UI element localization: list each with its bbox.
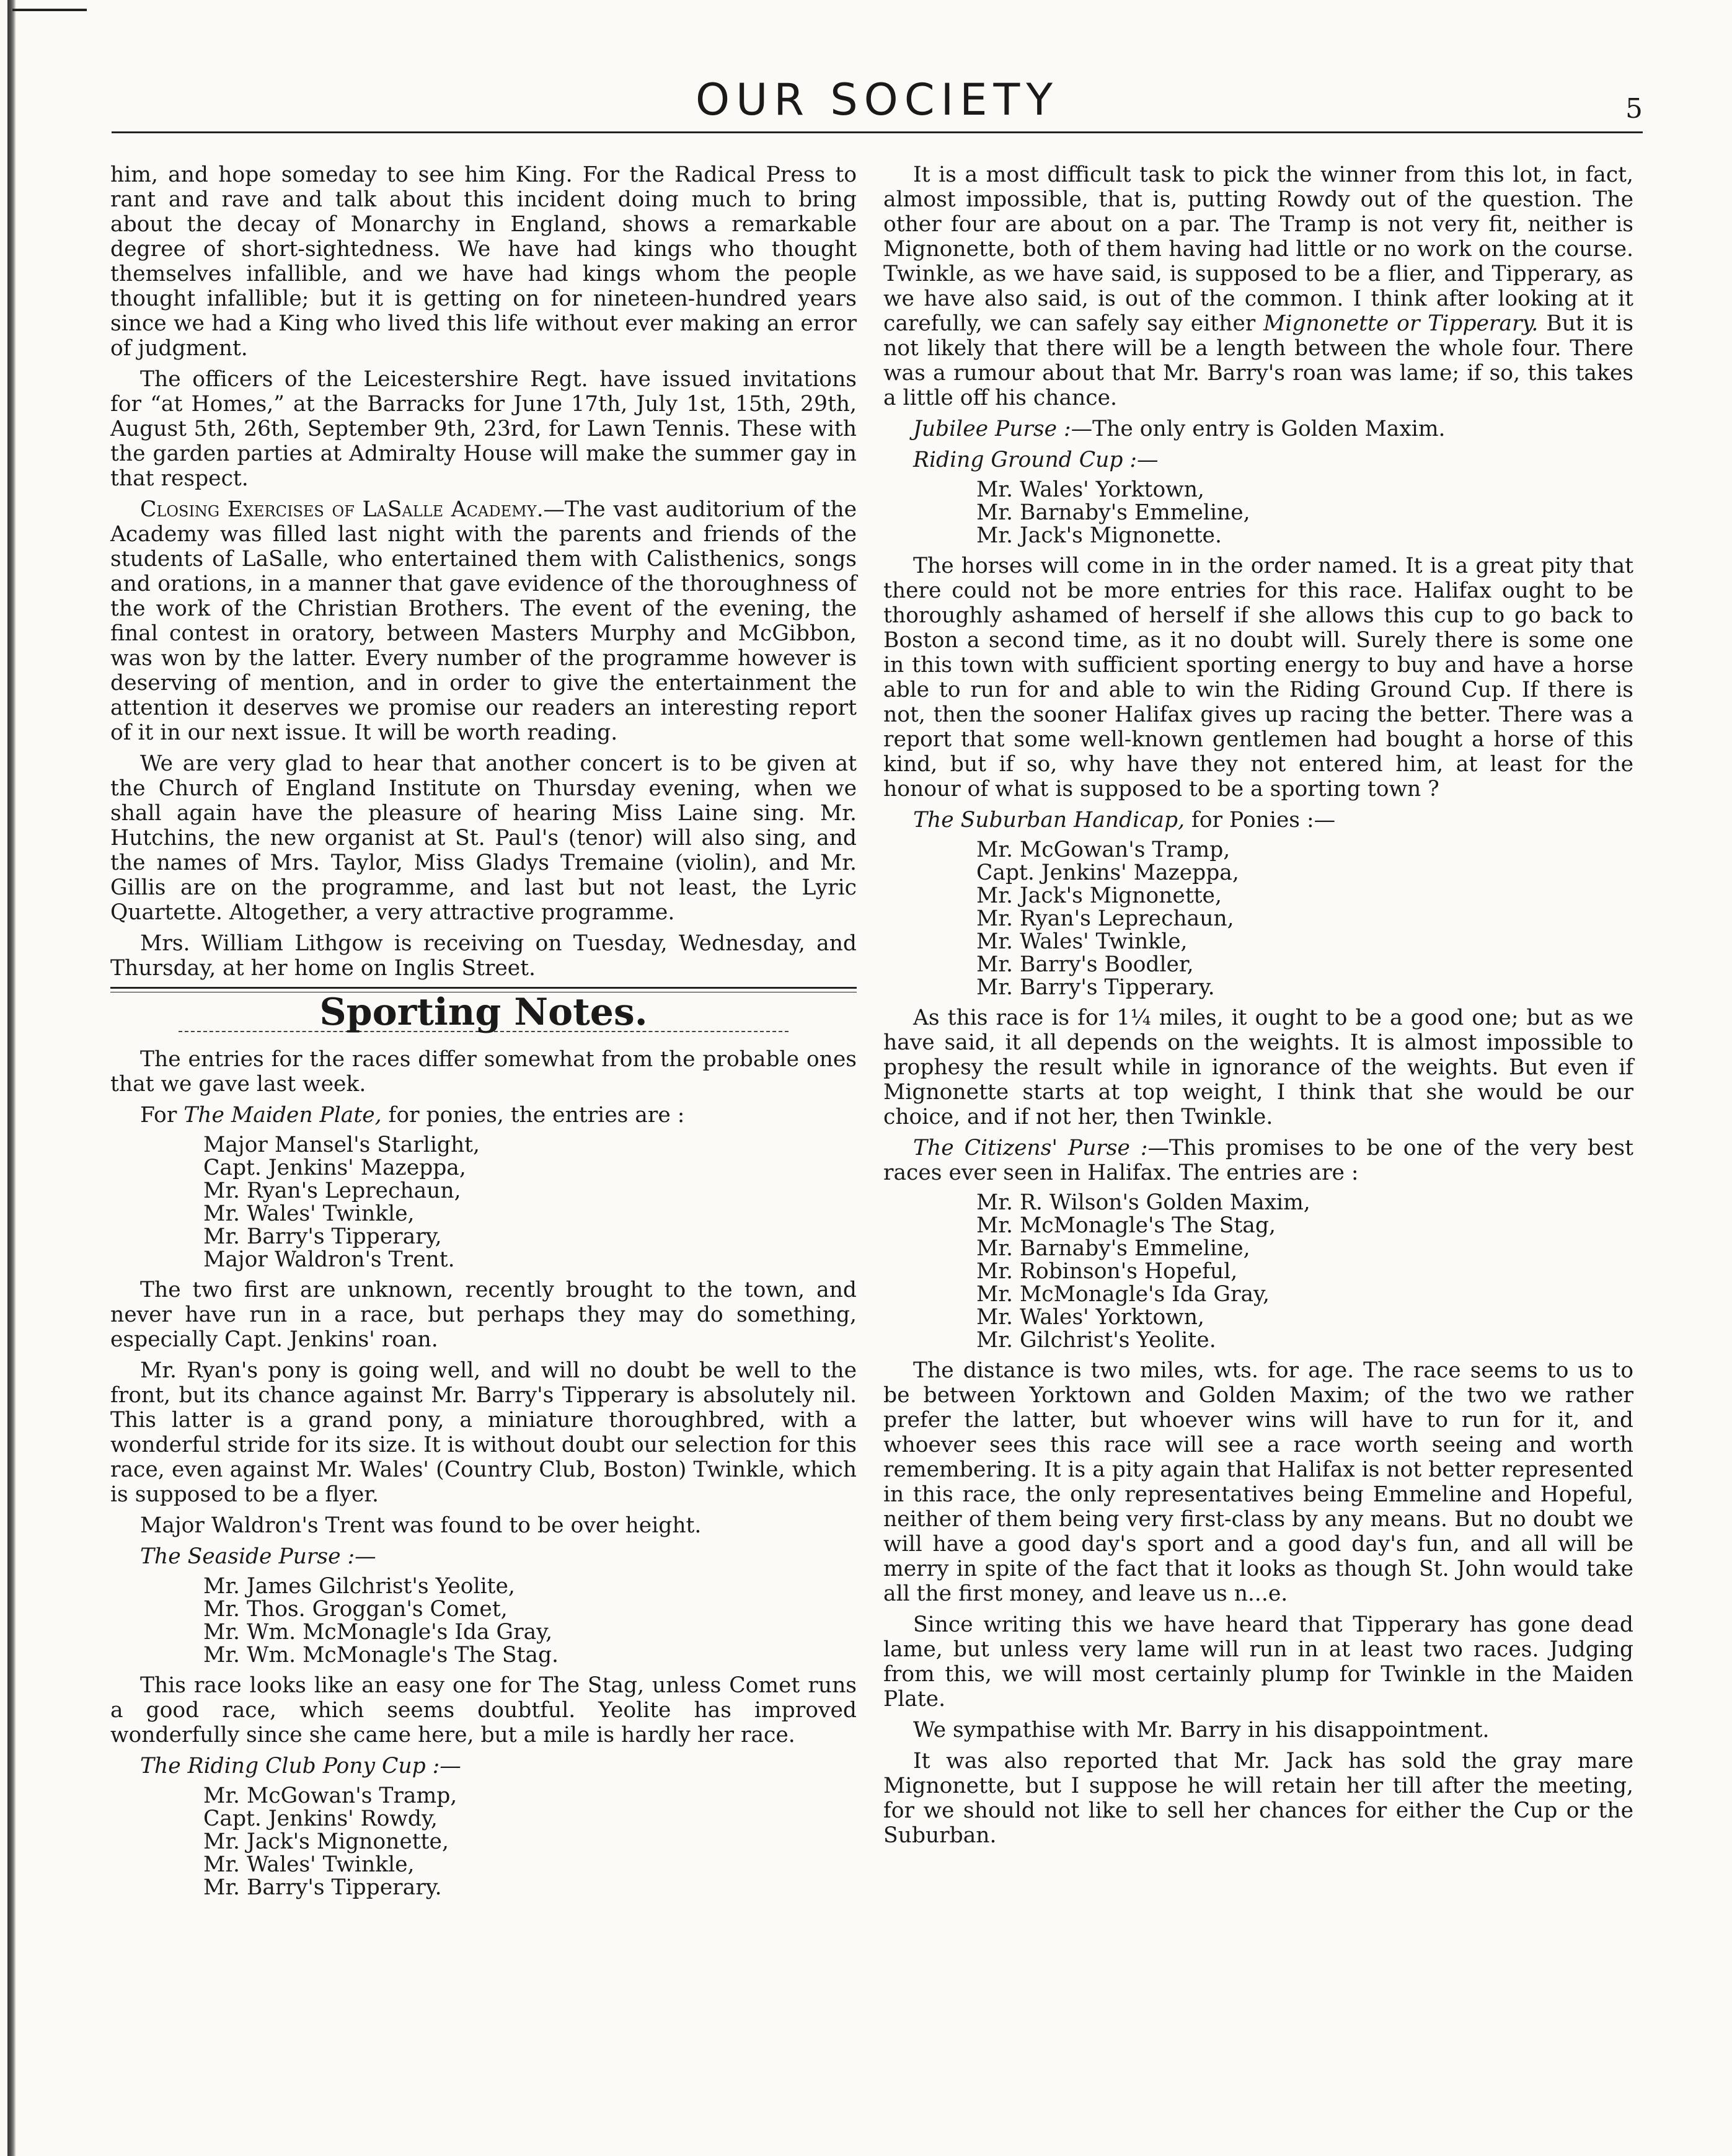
race-heading	[883, 417, 1633, 441]
entry-item: Capt. Jenkins' Mazeppa,	[976, 860, 1239, 885]
paragraph-text: —The vast auditorium of the Academy was filled last night with the parents and friends of the students of LaSalle, who entertained them with Calisthenics, songs and orations, in a manner that gave evidence of the thoroughness of the work of the Christian Brothers. The event of the evening, the final contest in oratory, between Masters Murphy and McGibbon, was won by the latter. Every number of the programme however is deserving of mention, and in order to give the entertainment the attention it deserves we promise our readers an interesting report of it in our next issue. It will be worth reading.	[110, 497, 857, 745]
entry-item: Mr. R. Wilson's Golden Maxim,	[976, 1190, 1310, 1215]
paragraph: It was also reported that Mr. Jack has sold the gray mare Mignonette, but I suppose he will retain her till after the meeting, for we should not like to sell her chances for either the Cup or the Suburban.	[883, 1749, 1633, 1848]
entry-item: Mr. Thos. Groggan's Comet,	[203, 1597, 508, 1622]
publication-title: OUR SOCIETY	[695, 74, 1059, 125]
paragraph: Mrs. William Lithgow is receiving on Tuesday, Wednesday, and Thursday, at her home on Inglis Street.	[110, 931, 857, 981]
entry-item: Mr. James Gilchrist's Yeolite,	[203, 1574, 515, 1599]
paragraph: him, and hope someday to see him King. For the Radical Press to rant and rave and talk about this incident doing much to bring about the decay of Monarchy in England, shows a remarkable degree of short-sightedness. We have had kings who thought themselves infallible, and we have had kings whom the people thought infallible; but it is getting on for nineteen-hundred years since we had a King who lived this life without ever making an error of judgment.	[110, 162, 857, 361]
entry-item: Mr. Ryan's Leprechaun,	[976, 906, 1234, 931]
entry-item: Mr. Barry's Tipperary.	[203, 1875, 442, 1900]
race-title: The Citizens' Purse :	[913, 1136, 1148, 1160]
entry-list	[976, 839, 1633, 999]
race-heading-pre: For	[140, 1103, 184, 1128]
entry-list	[976, 479, 1633, 547]
entry-item: Capt. Jenkins' Mazeppa,	[203, 1155, 466, 1180]
paragraph: We are very glad to hear that another concert is to be given at the Church of England Institute on Thursday evening, when we shall again have the pleasure of hearing Miss Laine sing. Mr. Hutchins, the new organist at St. Paul's (tenor) will also sing, and the names of Mrs. Taylor, Miss Gladys Tremaine (violin), and Mr. Gillis are on the programme, and last but not least, the Lyric Quartette. Altogether, a very attractive programme.	[110, 751, 857, 925]
paragraph: Since writing this we have heard that Tipperary has gone dead lame, but unless very lame will run in at least two races. Judging from this, we will most certainly plump for Twinkle in the Maiden Plate.	[883, 1612, 1633, 1712]
race-title: The Seaside Purse :—	[140, 1544, 376, 1569]
entry-item: Mr. McMonagle's The Stag,	[976, 1213, 1276, 1238]
race-heading	[883, 808, 1633, 833]
entry-item: Mr. Wales' Twinkle,	[203, 1201, 415, 1226]
entry-item: Mr. Barry's Boodler,	[976, 952, 1194, 977]
entry-item: Mr. Robinson's Hopeful,	[976, 1259, 1238, 1284]
race-title: Jubilee Purse :	[913, 417, 1071, 441]
race-title: Riding Ground Cup :—	[913, 448, 1159, 472]
entry-item: Mr. Wm. McMonagle's Ida Gray,	[203, 1620, 553, 1645]
entry-item: Mr. Gilchrist's Yeolite.	[976, 1328, 1216, 1353]
paragraph: This race looks like an easy one for The Stag, unless Comet runs a good race, which seems doubtful. Yeolite has improved wonderfully since she came here, but a mile is hardly her race.	[110, 1673, 857, 1747]
paragraph: The officers of the Leicestershire Regt. have issued invitations for “at Homes,” at the Barracks for June 17th, July 1st, 15th, 29th, August 5th, 26th, September 9th, 23rd, for Lawn Tennis. These with the garden parties at Admiralty House will make the summer gay in that respect.	[110, 367, 857, 491]
entry-item: Mr. McGowan's Tramp,	[203, 1783, 457, 1808]
entry-item: Mr. Wales' Yorktown,	[976, 477, 1204, 502]
entry-item: Mr. Jack's Mignonette,	[976, 883, 1222, 908]
entry-item: Capt. Jenkins' Rowdy,	[203, 1806, 438, 1831]
paragraph-lead: Closing Exercises of LaSalle Academy.	[140, 497, 544, 522]
paragraph	[110, 497, 857, 745]
entry-list	[203, 1575, 857, 1667]
right-column	[883, 162, 1633, 1854]
entry-item: Mr. Barnaby's Emmeline,	[976, 1236, 1250, 1261]
entry-item: Mr. Wales' Twinkle,	[203, 1852, 415, 1877]
binding-shadow	[7, 0, 16, 2156]
entry-item: Major Mansel's Starlight,	[203, 1133, 480, 1157]
page-number: 5	[1625, 93, 1643, 125]
entry-item: Mr. McGowan's Tramp,	[976, 837, 1231, 862]
section-heading: Sporting Notes.	[319, 991, 648, 1034]
race-title: The Riding Club Pony Cup :—	[140, 1754, 461, 1778]
race-heading-post: —The only entry is Golden Maxim.	[1071, 417, 1446, 441]
entry-item: Mr. Ryan's Leprechaun,	[203, 1178, 461, 1203]
entry-list	[203, 1134, 857, 1271]
entry-item: Mr. Wm. McMonagle's The Stag.	[203, 1643, 559, 1668]
paragraph: As this race is for 1¼ miles, it ought to be a good one; but as we have said, it all depends on the weights. It is almost impossible to prophesy the result while in ignorance of the weights. But even if Mignonette starts at top weight, I think that she would be our choice, and if not her, then Twinkle.	[883, 1005, 1633, 1129]
entry-item: Mr. McMonagle's Ida Gray,	[976, 1282, 1270, 1307]
paragraph	[883, 1136, 1633, 1185]
race-heading	[110, 1103, 857, 1128]
race-heading-post: for Ponies :—	[1185, 808, 1336, 833]
paragraph: We sympathise with Mr. Barry in his disappointment.	[913, 1718, 1490, 1743]
paragraph: Mr. Ryan's pony is going well, and will no doubt be well to the front, but its chance against Mr. Barry's Tipperary is absolutely nil. This latter is a grand pony, a miniature thoroughbred, with a wonderful stride for its size. It is without doubt our selection for this race, even against Mr. Wales' (Country Club, Boston) Twinkle, which is supposed to be a flyer.	[110, 1358, 857, 1507]
paragraph: The horses will come in in the order named. It is a great pity that there could not be more entries for this race. Halifax ought to be thoroughly ashamed of herself if she allows this cup to go back to Boston a second time, as it no doubt will. Surely there is some one in this town with sufficient sporting energy to buy and have a horse able to run for and able to win the Riding Ground Cup. If there is not, then the sooner Halifax gives up racing the better. There was a report that some well-known gentlemen had bought a horse of this kind, but if so, why have they not entered him, at least for the honour of what is supposed to be a sporting town ?	[883, 554, 1633, 802]
paragraph: Major Waldron's Trent was found to be over height.	[140, 1513, 702, 1538]
paragraph: The distance is two miles, wts. for age. The race seems to us to be between Yorktown and Golden Maxim; of the two we rather prefer the latter, but whoever wins will have to run for it, and whoever sees this race will see a race worth seeing and worth remembering. It is a pity again that Halifax is not better represented in this race, the only representatives being Emmeline and Hopeful, neither of them being very first-class by any means. But no doubt we will have a good day's sport and a good day's fun, and all will be merry in spite of the fact that it looks as though St. John would take all the first money, and leave us n...e.	[883, 1358, 1633, 1606]
race-title: The Maiden Plate,	[183, 1103, 382, 1128]
left-column	[110, 162, 857, 1906]
entry-item: Mr. Jack's Mignonette,	[203, 1829, 449, 1854]
paragraph: The entries for the races differ somewhat from the probable ones that we gave last week.	[110, 1047, 857, 1097]
entry-item: Mr. Wales' Yorktown,	[976, 1305, 1204, 1330]
entry-item: Mr. Barry's Tipperary,	[203, 1224, 442, 1249]
entry-item: Mr. Barry's Tipperary.	[976, 975, 1215, 1000]
entry-list	[203, 1785, 857, 1899]
entry-item: Major Waldron's Trent.	[203, 1247, 455, 1272]
paragraph-text: —This promises to be one of the very best races ever seen in Halifax. The entries are :	[883, 1136, 1633, 1185]
entry-item: Mr. Barnaby's Emmeline,	[976, 500, 1250, 525]
page-header	[112, 74, 1643, 136]
paragraph: The two first are unknown, recently brought to the town, and never have run in a race, but perhaps they may do something, especially Capt. Jenkins' roan.	[110, 1278, 857, 1352]
paragraph-text: It is a most difficult task to pick the winner from this lot, in fact, almost impossible, that is, putting Rowdy out of the question. The other four are about on a par. The Tramp is not very fit, neither is Mignonette, both of them having had little or no work on the course. Twinkle, as we have said, is supposed to be a flier, and Tipperary, as we have also said, is out of the common. I think after looking at it carefully, we can safely say either	[883, 162, 1633, 336]
binding-mark	[12, 9, 87, 11]
entry-list	[976, 1191, 1633, 1352]
entry-item: Mr. Wales' Twinkle,	[976, 929, 1188, 954]
paragraph-emphasis: Mignonette or Tipperary.	[1263, 311, 1539, 336]
header-rule	[112, 131, 1643, 133]
race-heading-post: for ponies, the entries are :	[381, 1103, 685, 1128]
paragraph	[883, 162, 1633, 410]
entry-item: Mr. Jack's Mignonette.	[976, 523, 1222, 548]
race-title: The Suburban Handicap,	[913, 808, 1185, 833]
paragraph-text: But it is not likely that there will be a length between the whole four. There was a rumour about that Mr. Barry's roan was lame; if so, this takes a little off his chance.	[883, 311, 1633, 410]
page-binding-edge	[0, 0, 43, 2156]
